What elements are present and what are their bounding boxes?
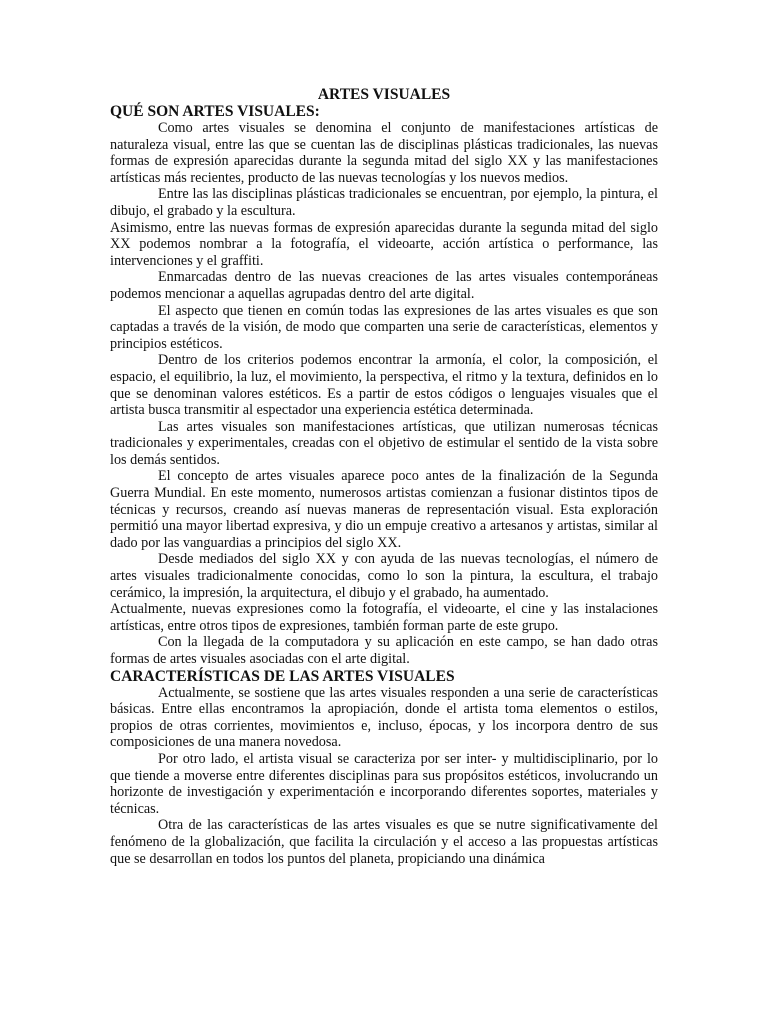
paragraph: Por otro lado, el artista visual se caracteriza por ser inter- y multidisciplinario, por lo que tiende a moverse entre diferentes disciplinas para sus propósitos estéticos, involucrando un horizonte de investigación y experimentación e incorporando diferentes soportes, materiales y técnicas. xyxy=(110,750,658,817)
section-heading: QUÉ SON ARTES VISUALES: xyxy=(110,103,320,120)
paragraph: Desde mediados del siglo XX y con ayuda de las nuevas tecnologías, el número de artes visuales tradicionalmente conocidas, como lo son la pintura, la escultura, el trabajo cerámico, la impresión, la arquitectura, el dibujo y el grabado, ha aumentado. xyxy=(110,551,658,601)
section-characteristics xyxy=(110,668,658,868)
paragraph: Actualmente, se sostiene que las artes visuales responden a una serie de características básicas. Entre ellas encontramos la apropiación, donde el artista toma elementos o estilos, propios de otras corrientes, movimientos e, incluso, épocas, y los incorpora dentro de sus composiciones de una manera novedosa. xyxy=(110,684,658,751)
paragraph: Como artes visuales se denomina el conjunto de manifestaciones artísticas de naturaleza visual, entre las que se cuentan las de disciplinas plásticas tradicionales, las nuevas formas de expresión aparecidas durante la segunda mitad del siglo XX y las manifestaciones artísticas más recientes, producto de las nuevas tecnologías y los nuevos medios. xyxy=(110,120,658,186)
document-title: ARTES VISUALES xyxy=(317,86,451,103)
paragraph: Entre las las disciplinas plásticas tradicionales se encuentran, por ejemplo, la pintura, el dibujo, el grabado y la escultura. xyxy=(110,186,658,219)
paragraph: Dentro de los criterios podemos encontrar la armonía, el color, la composición, el espacio, el equilibrio, la luz, el movimiento, la perspectiva, el ritmo y la textura, definidos en lo que se denominan valores estéticos. Es a partir de estos códigos o lenguajes visuales que el artista busca transmitir al espectador una experiencia estética determinada. xyxy=(110,352,658,419)
paragraph: Actualmente, nuevas expresiones como la fotografía, el videoarte, el cine y las instalaciones artísticas, entre otros tipos de expresiones, también forman parte de este grupo. xyxy=(110,601,658,634)
paragraph: El aspecto que tienen en común todas las expresiones de las artes visuales es que son captadas a través de la visión, de modo que comparten una serie de características, elementos y principios estéticos. xyxy=(110,302,658,352)
section-heading: CARACTERÍSTICAS DE LAS ARTES VISUALES xyxy=(110,667,455,685)
paragraph: Asimismo, entre las nuevas formas de expresión aparecidas durante la segunda mitad del siglo XX podemos nombrar a la fotografía, el videoarte, acción artística o performance, las intervenciones y el graffiti. xyxy=(110,219,658,269)
paragraph: Otra de las características de las artes visuales es que se nutre significativamente del fenómeno de la globalización, que facilita la circulación y el acceso a las propuestas artísticas que se desarrollan en todos los puntos del planeta, propiciando una dinámica xyxy=(110,817,658,867)
paragraph: Enmarcadas dentro de las nuevas creaciones de las artes visuales contemporáneas podemos mencionar a aquellas agrupadas dentro del arte digital. xyxy=(110,269,658,302)
paragraph: Con la llegada de la computadora y su aplicación en este campo, se han dado otras formas de artes visuales asociadas con el arte digital. xyxy=(110,634,658,667)
section-what-are-visual-arts xyxy=(110,103,658,668)
paragraph: Las artes visuales son manifestaciones artísticas, que utilizan numerosas técnicas tradicionales y experimentales, creadas con el objetivo de estimular el sentido de la vista sobre los demás sentidos. xyxy=(110,418,658,468)
paragraph: El concepto de artes visuales aparece poco antes de la finalización de la Segunda Guerra Mundial. En este momento, numerosos artistas comienzan a fusionar distintos tipos de técnicas y recursos, creando así nuevas maneras de representación visual. Esta exploración permitió una mayor libertad expresiva, y dio un empuje creativo a artesanos y artistas, similar al dado por las vanguardias a principios del siglo XX. xyxy=(110,468,658,551)
